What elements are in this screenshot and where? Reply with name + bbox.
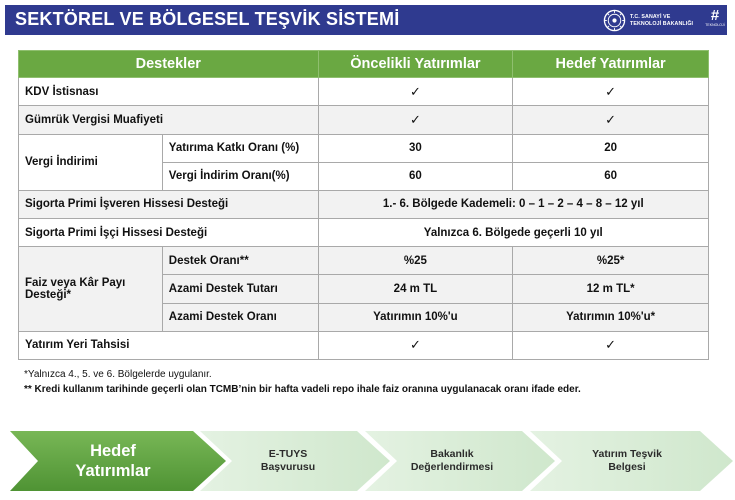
- header-oncelikli: Öncelikli Yatırımlar: [318, 51, 513, 78]
- table-row: [19, 247, 709, 275]
- table-row: [19, 134, 709, 162]
- hashtag-icon: #: [710, 7, 720, 24]
- value-destek-orani-hedef: %25*: [513, 247, 709, 275]
- step-hedef-yatirimlar: [38, 428, 188, 494]
- value-azami-oran-oncelikli: Yatırımın 10%'u: [318, 303, 513, 331]
- value-azami-oran-hedef: Yatırımın 10%'u*: [513, 303, 709, 331]
- row-label-gumruk: Gümrük Vergisi Muafiyeti: [19, 106, 319, 134]
- check-icon: ✓: [513, 331, 709, 359]
- step-belge-label: Yatırım Teşvik Belgesi: [592, 448, 662, 473]
- header-hedef: Hedef Yatırımlar: [513, 51, 709, 78]
- footnote-2: ** Kredi kullanım tarihinde geçerli olan TCMB’nin bir hafta vadeli repo ihale faiz oranına uygulanacak oranı ifade eder.: [24, 384, 581, 395]
- value-azami-tutar-oncelikli: 24 m TL: [318, 275, 513, 303]
- value-katki-oncelikli: 30: [318, 134, 513, 162]
- check-icon: ✓: [318, 106, 513, 134]
- value-indirim-oncelikli: 60: [318, 162, 513, 190]
- sub-label-destek-orani: Destek Oranı**: [162, 247, 318, 275]
- ministry-name-line2: TEKNOLOJİ BAKANLIĞI: [630, 20, 694, 27]
- header-destekler: Destekler: [19, 51, 319, 78]
- ministry-logo: [603, 8, 709, 33]
- table-row: [19, 331, 709, 359]
- sub-label-azami-tutar: Azami Destek Tutarı: [162, 275, 318, 303]
- value-destek-orani-oncelikli: %25: [318, 247, 513, 275]
- sub-label-indirim: Vergi İndirim Oranı(%): [162, 162, 318, 190]
- row-label-sigorta-isveren: Sigorta Primi İşveren Hissesi Desteği: [19, 190, 319, 218]
- table-row: [19, 78, 709, 106]
- step-tesvik-belgesi: [552, 428, 702, 494]
- process-flow: [0, 428, 735, 494]
- step-bakanlik: [386, 428, 518, 494]
- check-icon: ✓: [318, 331, 513, 359]
- step-e-tuys: [222, 428, 354, 494]
- ministry-seal-icon: [603, 9, 626, 32]
- table-header-row: [19, 51, 709, 78]
- row-label-yatirim-yeri: Yatırım Yeri Tahsisi: [19, 331, 319, 359]
- row-label-vergi: Vergi İndirimi: [19, 134, 163, 190]
- step-bakanlik-label: Bakanlık Değerlendirmesi: [410, 448, 494, 473]
- footnotes: [24, 367, 581, 397]
- footnote-1: *Yalnızca 4., 5. ve 6. Bölgelerde uygulanır.: [24, 369, 212, 380]
- step-hedef-label: Hedef Yatırımlar: [75, 442, 151, 480]
- page-title: SEKTÖREL VE BÖLGESEL TEŞVİK SİSTEMİ: [15, 9, 400, 29]
- value-sigorta-isveren: 1.- 6. Bölgede Kademeli: 0 – 1 – 2 – 4 – 8 – 12 yıl: [318, 190, 708, 218]
- header-banner: [5, 5, 727, 35]
- hashtag-sub: TEKNOLOJİ: [705, 23, 725, 27]
- row-label-kdv: KDV İstisnası: [19, 78, 319, 106]
- check-icon: ✓: [513, 106, 709, 134]
- row-label-faiz: Faiz veya Kâr Payı Desteği*: [19, 247, 163, 332]
- check-icon: ✓: [513, 78, 709, 106]
- sub-label-katki: Yatırıma Katkı Oranı (%): [162, 134, 318, 162]
- step-etuys-label: E-TUYS Başvurusu: [260, 448, 316, 473]
- table-row: [19, 106, 709, 134]
- incentive-table: [18, 50, 709, 360]
- check-icon: ✓: [318, 78, 513, 106]
- value-sigorta-isci: Yalnızca 6. Bölgede geçerli 10 yıl: [318, 219, 708, 247]
- value-azami-tutar-hedef: 12 m TL*: [513, 275, 709, 303]
- value-katki-hedef: 20: [513, 134, 709, 162]
- ministry-name-line1: T.C. SANAYİ VE: [630, 14, 671, 20]
- value-indirim-hedef: 60: [513, 162, 709, 190]
- hashtag-logo: [701, 8, 729, 33]
- row-label-sigorta-isci: Sigorta Primi İşçi Hissesi Desteği: [19, 219, 319, 247]
- sub-label-azami-oran: Azami Destek Oranı: [162, 303, 318, 331]
- table-row: [19, 219, 709, 247]
- table-row: [19, 190, 709, 218]
